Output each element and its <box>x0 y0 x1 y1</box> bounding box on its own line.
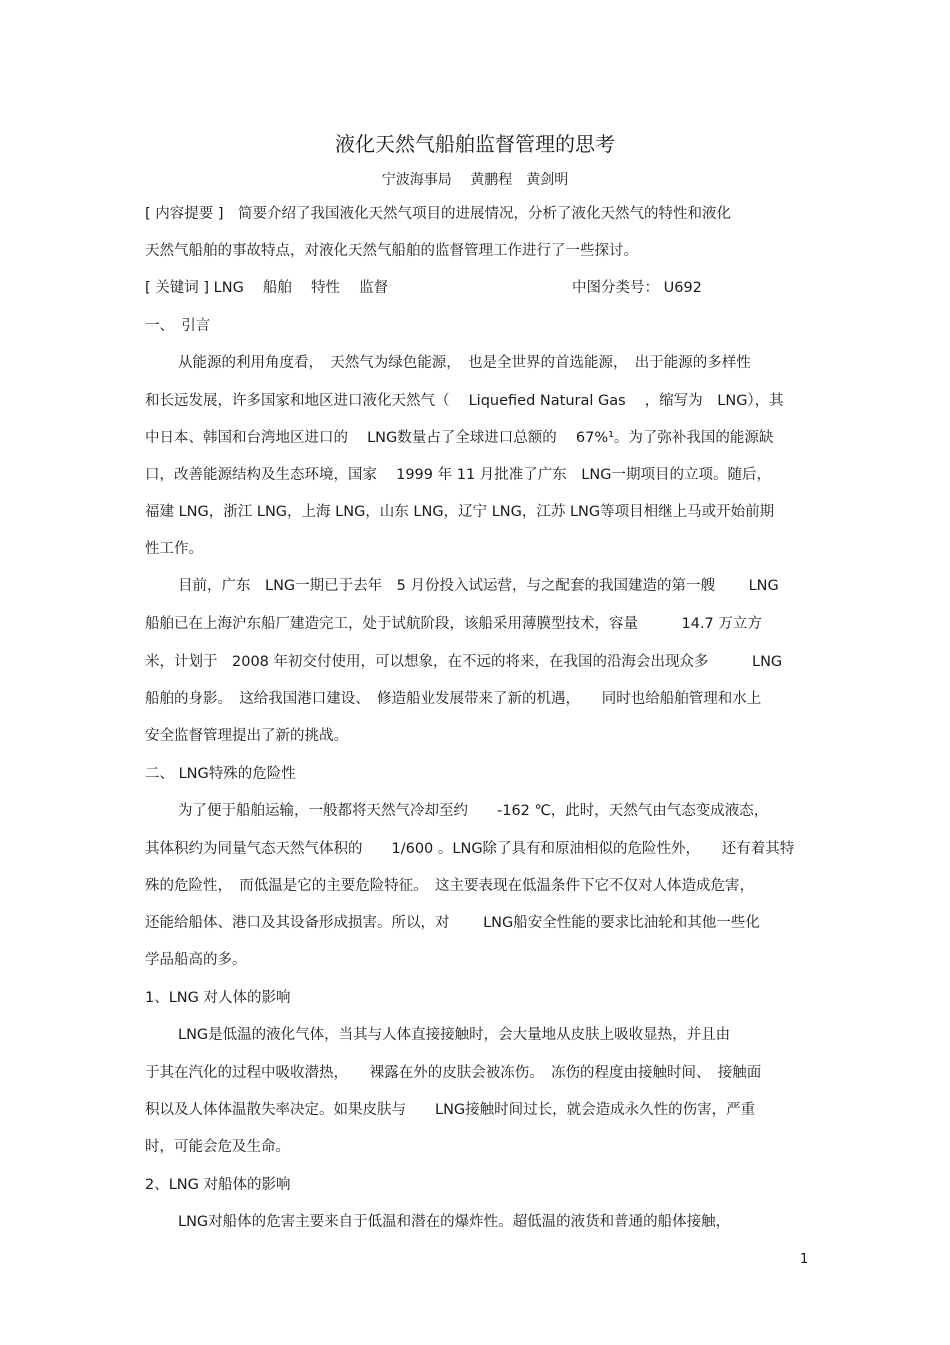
paragraph-line: 从能源的利用角度看， 天然气为绿色能源， 也是全世界的首选能源， 出于能源的多样性 <box>178 355 751 371</box>
paragraph-line: 福建 LNG，浙江 LNG，上海 LNG，山东 LNG，辽宁 LNG，江苏 LNG等项目相继上马或开始前期 <box>145 504 775 520</box>
paragraph-line: 和长远发展，许多国家和地区进口液化天然气（ Liquefied Natural Gas ，缩写为 LNG），其 <box>145 393 784 409</box>
paragraph-line: 为了便于船舶运输，一般都将天然气冷却至约 -162 ℃，此时，天然气由气态变成液态， <box>178 803 769 819</box>
paragraph-line: LNG是低温的液化气体，当其与人体直接接触时，会大量地从皮肤上吸收显热，并且由 <box>178 1027 731 1043</box>
document-title: 液化天然气船舶监督管理的思考 <box>335 132 615 156</box>
section-heading: 二、 LNG特殊的危险性 <box>145 766 296 782</box>
paragraph-line: 船舶已在上海沪东船厂建造完工，处于试航阶段，该船采用薄膜型技术，容量 14.7 万立方 <box>145 616 762 632</box>
abstract-line: 天然气船舶的事故特点，对液化天然气船舶的监督管理工作进行了一些探讨。 <box>145 243 638 259</box>
paragraph-line: 学品船高的多。 <box>145 952 247 968</box>
abstract-line: [ 内容提要 ] 简要介绍了我国液化天然气项目的进展情况，分析了液化天然气的特性和液化 <box>145 206 732 222</box>
paragraph-line: 目前，广东 LNG一期已于去年 5 月份投入试运营，与之配套的我国建造的第一艘 LNG <box>178 578 779 594</box>
paragraph-line: 还能给船体、港口及其设备形成损害。所以，对 LNG船安全性能的要求比油轮和其他一些化 <box>145 915 760 931</box>
paragraph-line: 中日本、韩国和台湾地区进口的 LNG数量占了全球进口总额的 67%¹。为了弥补我国的能源缺 <box>145 430 774 446</box>
paragraph-line: 米，计划于 2008 年初交付使用，可以想象，在不远的将来，在我国的沿海会出现众多 LNG <box>145 654 783 670</box>
keywords-line: [ 关键词 ] LNG 船舶 特性 监督 <box>145 280 389 296</box>
paragraph-line: 安全监督管理提出了新的挑战。 <box>145 728 348 744</box>
paragraph-line: 积以及人体体温散失率决定。如果皮肤与 LNG接触时间过长，就会造成永久性的伤害，严重 <box>145 1102 756 1118</box>
authors-line: 宁波海事局 黄鹏程 黄剑明 <box>381 172 569 188</box>
classification-number: 中图分类号： U692 <box>572 280 702 296</box>
paragraph-line: LNG对船体的危害主要来自于低温和潜在的爆炸性。超低温的液货和普通的船体接触， <box>178 1214 731 1230</box>
paragraph-line: 殊的危险性， 而低温是它的主要危险特征。 这主要表现在低温条件下它不仅对人体造成危害， <box>145 878 754 894</box>
section-heading: 一、 引言 <box>145 318 211 334</box>
paragraph-line: 口，改善能源结构及生态环境，国家 1999 年 11 月批准了广东 LNG一期项目的立项。随后， <box>145 467 771 483</box>
page-number: 1 <box>800 1252 809 1267</box>
paragraph-line: 船舶的身影。 这给我国港口建设、 修造船业发展带来了新的机遇， 同时也给船舶管理和水上 <box>145 691 762 707</box>
subsection-heading: 1、LNG 对人体的影响 <box>145 990 291 1006</box>
paragraph-line: 时，可能会危及生命。 <box>145 1139 290 1155</box>
paragraph-line: 其体积约为同量气态天然气体积的 1/600 。LNG除了具有和原油相似的危险性外， 还有着其特 <box>145 841 795 857</box>
paragraph-line: 性工作。 <box>145 541 203 557</box>
paragraph-line: 于其在汽化的过程中吸收潜热， 裸露在外的皮肤会被冻伤。 冻伤的程度由接触时间、 接触面 <box>145 1065 762 1081</box>
subsection-heading: 2、LNG 对船体的影响 <box>145 1177 291 1193</box>
